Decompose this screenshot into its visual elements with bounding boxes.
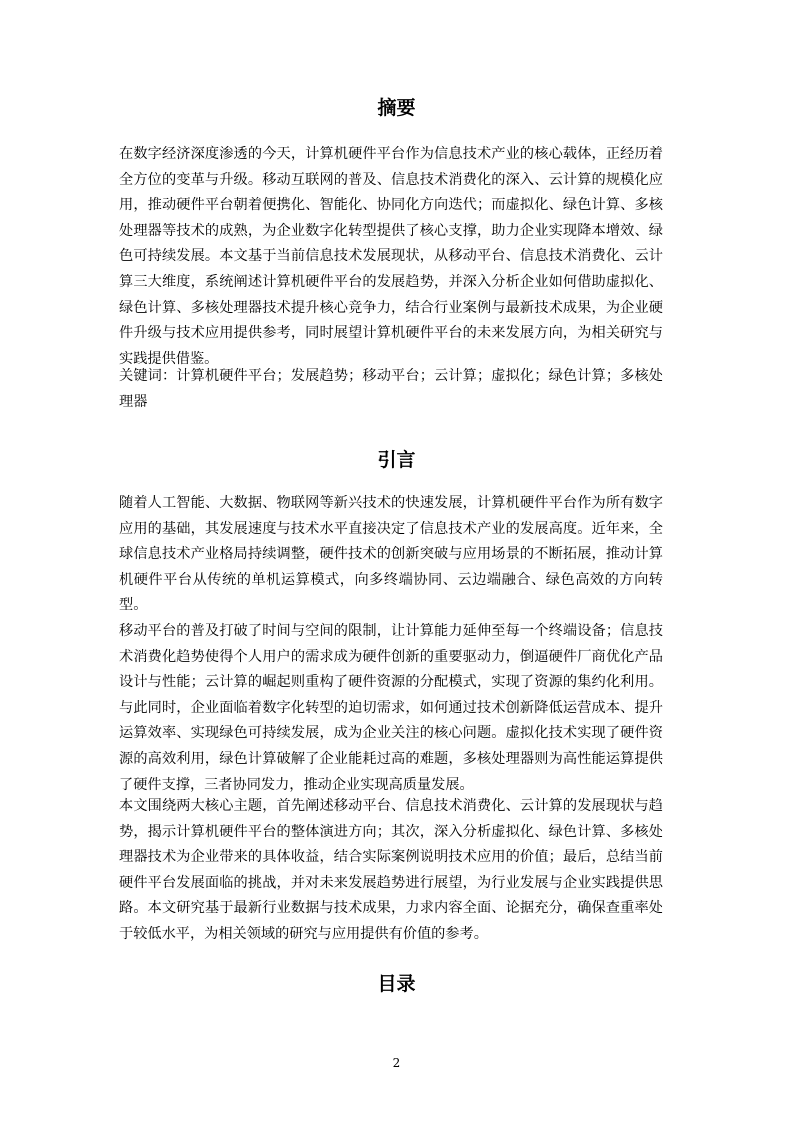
introduction-paragraph-1: 随着人工智能、大数据、物联网等新兴技术的快速发展，计算机硬件平台作为所有数字应用的基础，其发展速度与技术水平直接决定了信息技术产业的发展高度。近年来，全球信息技术产业格局持续调整，硬件技术的创新突破与应用场景的不断拓展，推动计算机硬件平台从传统的单机运算模式，向多终端协同、云边端融合、绿色高效的方向转型。: [119, 495, 663, 614]
introduction-paragraph-3: 本文围绕两大核心主题，首先阐述移动平台、信息技术消费化、云计算的发展现状与趋势，揭示计算机硬件平台的整体演进方向；其次，深入分析虚拟化、绿色计算、多核处理器技术为企业带来的具体收益，结合实际案例说明技术应用的价值；最后，总结当前硬件平台发展面临的挑战，并对未来发展趋势进行展望，为行业发展与企业实践提供思路。本文研究基于最新行业数据与技术成果，力求内容全面、论据充分，确保查重率处于较低水平，为相关领域的研究与应用提供有价值的参考。: [119, 798, 663, 942]
abstract-heading: 摘要: [377, 97, 416, 119]
introduction-paragraph-2: 移动平台的普及打破了时间与空间的限制，让计算能力延伸至每一个终端设备；信息技术消费化趋势使得个人用户的需求成为硬件创新的重要驱动力，倒逼硬件厂商优化产品设计与性能；云计算的崛起则重构了硬件资源的分配模式，实现了资源的集约化利用。与此同时，企业面临着数字化转型的迫切需求，如何通过技术创新降低运营成本、提升运算效率、实现绿色可持续发展，成为企业关注的核心问题。虚拟化技术实现了硬件资源的高效利用，绿色计算破解了企业能耗过高的难题，多核处理器则为高性能运算提供了硬件支撑，三者协同发力，推动企业实现高质量发展。: [119, 623, 663, 793]
keywords-line: 关键词：计算机硬件平台；发展趋势；移动平台；云计算；虚拟化；绿色计算；多核处理器: [119, 368, 663, 410]
abstract-paragraph: 在数字经济深度渗透的今天，计算机硬件平台作为信息技术产业的核心载体，正经历着全方位的变革与升级。移动互联网的普及、信息技术消费化的深入、云计算的规模化应用，推动硬件平台朝着便携化、智能化、协同化方向迭代；而虚拟化、绿色计算、多核处理器等技术的成熟，为企业数字化转型提供了核心支撑，助力企业实现降本增效、绿色可持续发展。本文基于当前信息技术发展现状，从移动平台、信息技术消费化、云计算三大维度，系统阐述计算机硬件平台的发展趋势，并深入分析企业如何借助虚拟化、绿色计算、多核处理器技术提升核心竞争力，结合行业案例与最新技术成果，为企业硬件升级与技术应用提供参考，同时展望计算机硬件平台的未来发展方向，为相关研究与实践提供借鉴。: [119, 146, 663, 367]
introduction-heading: 引言: [377, 449, 416, 471]
page-number: 2: [392, 1056, 401, 1070]
toc-heading: 目录: [377, 973, 416, 995]
